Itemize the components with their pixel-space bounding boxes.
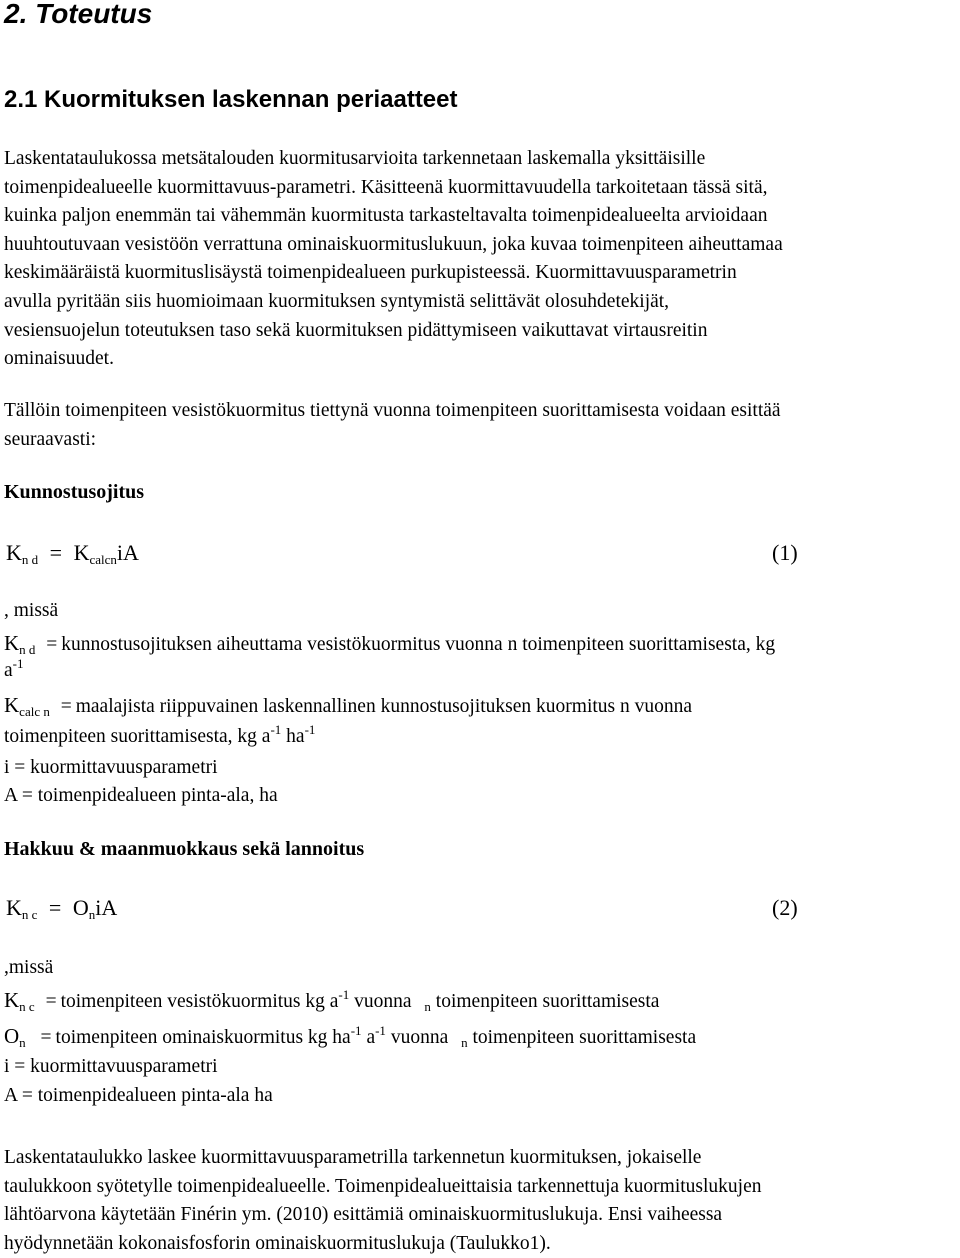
definition-k-calcn: $K_{calc n}$ = maalajista riippuvainen laskennallinen kunnostusojituksen kuormitus n vuonna bbox=[4, 693, 693, 719]
definition-k-nd: $K_{n d}$ = kunnostusojituksen aiheuttama vesistökuormitus vuonna n toimenpiteen suorittamisesta, kg bbox=[4, 631, 776, 657]
formula-intro-paragraph bbox=[4, 397, 781, 454]
text-line: Laskentataulukko laskee kuormittavuusparametrilla tarkennetun kuormituksen, jokaiselle bbox=[4, 1147, 702, 1168]
closing-paragraph bbox=[4, 1144, 762, 1258]
text-line: keskimääräistä kuormituslisäystä toimenpidealueen purkupisteessä. Kuormittavuusparametrin bbox=[4, 262, 737, 284]
subheading-hakkuu: Hakkuu & maanmuokkaus sekä lannoitus bbox=[4, 838, 365, 860]
text-line: taulukkoon syötetylle toimenpidealueelle. Toimenpidealueittaisia tarkennettuja kuormituslukujen bbox=[4, 1175, 762, 1197]
chapter-heading: 2. Toteutus bbox=[4, 0, 153, 29]
intro-paragraph bbox=[4, 145, 783, 374]
equation-1: $K_{n d} = K_{calcn}iA$ bbox=[6, 540, 139, 567]
definition-k-calcn-cont: toimenpiteen suorittamisesta, kg $a^{-1}$ $ha^{-1}$ bbox=[4, 722, 316, 747]
text-line: lähtöarvona käytetään Finérin ym. (2010) esittämiä ominaiskuormituslukuja. Ensi vaiheessa bbox=[4, 1204, 723, 1226]
text-line: seuraavasti: bbox=[4, 428, 97, 450]
text-line: vesiensuojelun toteutuksen taso sekä kuormituksen pidättymiseen vaikuttavat virtausreitin bbox=[4, 319, 708, 341]
definition-o-n: $O_n$ = toimenpiteen ominaiskuormitus kg $ha^{-1}$ $a^{-1}$ vuonna $_n$ toimenpiteen suorittamisesta bbox=[4, 1023, 697, 1050]
definition-i-b: i = kuormittavuusparametri bbox=[4, 1056, 218, 1077]
equation-2: $K_{n c} = O_niA$ bbox=[6, 895, 118, 922]
where-label-b: ,missä bbox=[4, 957, 54, 978]
text-line: Tällöin toimenpiteen vesistökuormitus tiettynä vuonna toimenpiteen suorittamisesta voidaan esittää bbox=[4, 400, 781, 421]
where-label-a: , missä bbox=[4, 600, 59, 621]
equation-1-number: (1) bbox=[772, 540, 798, 565]
section-heading: 2.1 Kuormituksen laskennan periaatteet bbox=[4, 86, 458, 113]
subheading-kunnostusojitus: Kunnostusojitus bbox=[4, 481, 145, 503]
definition-area-b: A = toimenpidealueen pinta-ala ha bbox=[4, 1085, 273, 1106]
text-line: Laskentataulukossa metsätalouden kuormitusarvioita tarkennetaan laskemalla yksittäisille bbox=[4, 148, 706, 169]
definition-k-nc: $K_{n c}$ = toimenpiteen vesistökuormitus kg $a^{-1}$ vuonna $_n$ toimenpiteen suorittamisesta bbox=[4, 987, 660, 1014]
text-line: ominaisuudet. bbox=[4, 348, 114, 370]
text-line: huuhtoutuvaan vesistöön verrattuna ominaiskuormituslukuun, joka kuvaa toimenpiteen aiheuttamaa bbox=[4, 233, 783, 255]
equation-2-number: (2) bbox=[772, 895, 798, 920]
definition-k-nd-cont: $a^{-1}$ bbox=[4, 656, 24, 681]
text-line: toimenpidealueelle kuormittavuus-parametri. Käsitteenä kuormittavuudella tarkoitetaan tässä sitä, bbox=[4, 176, 768, 198]
definition-i-a: i = kuormittavuusparametri bbox=[4, 757, 218, 778]
text-line: kuinka paljon enemmän tai vähemmän kuormitusta tarkasteltavalta toimenpidealueelta arvioidaan bbox=[4, 205, 768, 227]
text-line: avulla pyritään siis huomioimaan kuormituksen syntymistä selittävät olosuhdetekijät, bbox=[4, 290, 670, 312]
text-line: hyödynnetään kokonaisfosforin ominaiskuormituslukuja (Taulukko1). bbox=[4, 1232, 551, 1254]
definition-area-a: A = toimenpidealueen pinta-ala, ha bbox=[4, 785, 278, 806]
